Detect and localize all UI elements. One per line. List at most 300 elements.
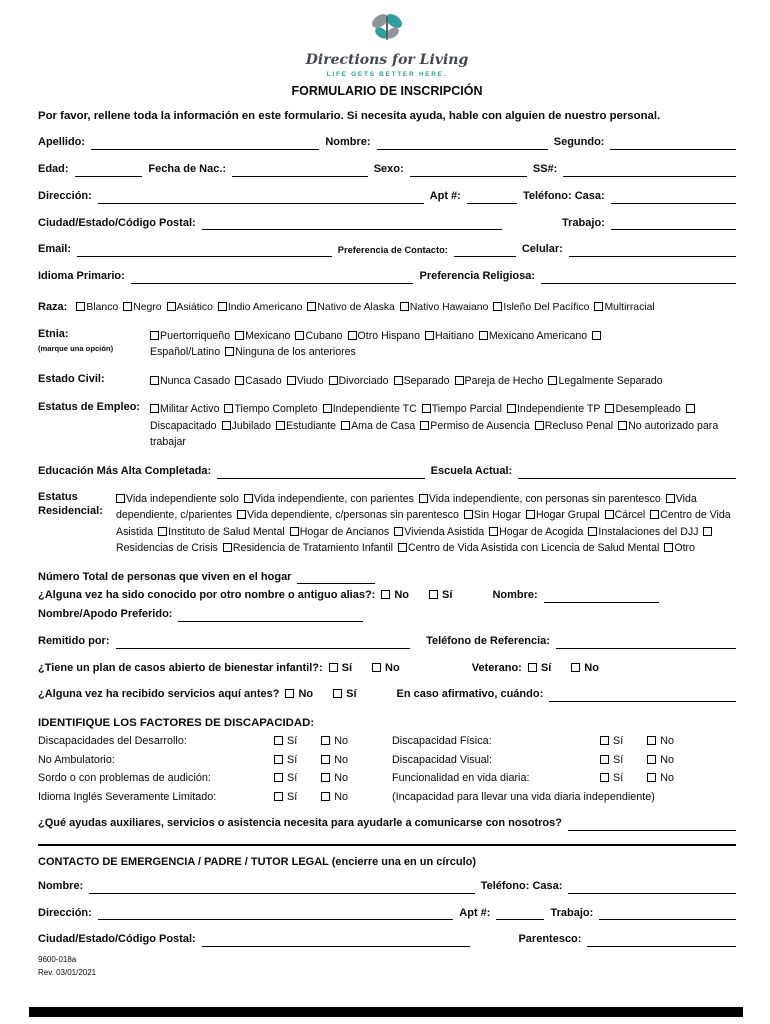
checkbox-icon[interactable]	[600, 755, 609, 764]
checkbox-icon[interactable]	[605, 404, 614, 413]
checkbox-icon[interactable]	[274, 755, 283, 764]
checkbox-option-label: Sí	[613, 772, 624, 785]
checkbox-option[interactable]	[237, 509, 459, 521]
checkbox-option-label: Asiático	[176, 301, 213, 313]
logo	[38, 10, 736, 79]
checkbox-option[interactable]	[235, 375, 282, 387]
checkbox-option-label: Centro de Vida Asistida	[116, 509, 731, 538]
row-vitals	[38, 163, 736, 177]
input-line-pref-contacto[interactable]	[454, 244, 516, 257]
checkbox-option-label: Cárcel	[614, 509, 646, 522]
input-line-emergencia-apt[interactable]	[496, 907, 544, 920]
checkbox-option[interactable]	[76, 302, 118, 313]
checkbox-icon[interactable]	[321, 755, 330, 764]
form-number: 9600-018a	[38, 955, 77, 965]
checkbox-option[interactable]	[222, 420, 271, 432]
checkbox-icon[interactable]	[321, 773, 330, 782]
label-idioma-primario: Idioma Primario:	[38, 270, 125, 282]
label-servicios-antes: ¿Alguna vez ha recibido servicios aquí antes?	[38, 688, 280, 701]
checkbox-option[interactable]	[116, 493, 239, 505]
label-etnia: Etnia:	[38, 327, 69, 340]
checkbox-option-label: No	[660, 753, 675, 766]
checkbox-icon[interactable]	[650, 510, 659, 519]
checkbox-option[interactable]	[455, 375, 544, 387]
checkbox-icon[interactable]	[287, 376, 296, 385]
checkbox-option[interactable]	[489, 526, 583, 538]
label-ss: SS#:	[532, 163, 558, 175]
checkbox-option-label: Otro	[674, 542, 695, 555]
checkbox-option[interactable]	[295, 330, 342, 342]
label-emergencia-ciudad: Ciudad/Estado/Código Postal:	[38, 933, 196, 946]
checkbox-option[interactable]	[150, 403, 219, 415]
checkbox-option[interactable]	[290, 526, 390, 538]
input-line-nombre[interactable]	[377, 137, 548, 150]
checkbox-option[interactable]	[150, 330, 230, 342]
checkbox-option[interactable]	[394, 526, 484, 538]
checkbox-option-label: Mexicano	[245, 329, 291, 342]
label-nombre: Nombre:	[325, 136, 371, 149]
label-bienestar-infantil: ¿Tiene un plan de casos abierto de bienestar infantil?:	[38, 661, 323, 674]
checkbox-option[interactable]	[329, 662, 352, 674]
checkbox-icon[interactable]	[686, 404, 695, 413]
checkbox-icon[interactable]	[123, 302, 132, 311]
checkbox-option[interactable]	[479, 330, 587, 342]
checkbox-option-label: Indio Americano	[227, 301, 303, 313]
input-line-ciudad[interactable]	[202, 217, 502, 230]
checkbox-option[interactable]	[244, 493, 414, 505]
input-line-apellido[interactable]	[91, 137, 319, 150]
checkbox-icon[interactable]	[489, 527, 498, 536]
checkbox-icon[interactable]	[507, 404, 516, 413]
checkbox-icon[interactable]	[588, 527, 597, 536]
checkbox-icon[interactable]	[600, 773, 609, 782]
checkbox-icon[interactable]	[647, 736, 656, 745]
checkbox-icon[interactable]	[594, 302, 603, 311]
checkbox-option[interactable]	[321, 772, 348, 784]
checkbox-icon[interactable]	[244, 494, 253, 503]
checkbox-icon[interactable]	[422, 404, 431, 413]
checkbox-option[interactable]	[321, 735, 348, 747]
checkbox-icon[interactable]	[333, 689, 342, 698]
checkbox-option-label: Nunca Casado	[160, 374, 231, 387]
brand-name: Directions for Living	[305, 51, 469, 68]
child-welfare-yes-no	[329, 662, 420, 676]
checkbox-icon[interactable]	[274, 736, 283, 745]
checkbox-icon[interactable]	[664, 543, 673, 552]
label-apellido: Apellido:	[38, 136, 86, 149]
checkbox-icon[interactable]	[321, 736, 330, 745]
scan-edge-bar	[29, 1007, 743, 1017]
checkbox-option[interactable]	[600, 754, 623, 766]
checkbox-option[interactable]	[507, 403, 600, 415]
residential-options	[116, 491, 736, 557]
checkbox-icon[interactable]	[222, 421, 231, 430]
disability-grid	[38, 735, 736, 804]
checkbox-option-label: Sí	[442, 589, 453, 602]
checkbox-option-label: Tiempo Completo	[234, 403, 318, 416]
checkbox-icon[interactable]	[420, 421, 429, 430]
residential-section	[38, 491, 736, 557]
label-emergencia-nombre: Nombre:	[38, 879, 84, 892]
label-pref-contacto: Preferencia de Contacto:	[337, 245, 448, 256]
checkbox-option[interactable]	[398, 542, 659, 554]
checkbox-option-label: Mexicano Americano	[488, 329, 588, 342]
checkbox-icon[interactable]	[237, 510, 246, 519]
checkbox-option-label: No	[298, 688, 314, 701]
input-line-cuando[interactable]	[549, 689, 736, 702]
checkbox-icon[interactable]	[493, 302, 502, 311]
checkbox-icon[interactable]	[381, 590, 390, 599]
checkbox-option-label: No	[584, 661, 599, 674]
disability-note: (Incapacidad para llevar una vida diaria independiente)	[392, 790, 655, 803]
input-line-edad[interactable]	[75, 164, 143, 177]
checkbox-option-label: Discapacitado	[150, 419, 217, 432]
checkbox-icon[interactable]	[224, 404, 233, 413]
checkbox-option[interactable]	[341, 420, 415, 432]
label-etnia-note: (marque una opción)	[38, 343, 114, 353]
input-line-ayudas[interactable]	[568, 818, 736, 831]
checkbox-option-label: Sí	[287, 753, 298, 766]
checkbox-option[interactable]	[647, 754, 674, 766]
checkbox-option[interactable]	[321, 754, 348, 766]
checkbox-icon[interactable]	[647, 773, 656, 782]
checkbox-icon[interactable]	[592, 331, 601, 340]
checkbox-option-label: Sí	[287, 772, 298, 785]
checkbox-option-label: Instalaciones del DJJ	[598, 525, 699, 538]
checkbox-icon[interactable]	[158, 527, 167, 536]
checkbox-option[interactable]	[158, 526, 285, 538]
input-line-telefono-casa[interactable]	[611, 191, 736, 204]
disability-funcionalidad-yes-no	[600, 772, 736, 785]
checkbox-option[interactable]	[400, 302, 489, 313]
label-pref-religiosa: Preferencia Religiosa:	[419, 270, 536, 282]
checkbox-icon[interactable]	[295, 331, 304, 340]
checkbox-option-label: Multirracial	[604, 301, 655, 313]
checkbox-option[interactable]	[123, 302, 161, 313]
checkbox-option-label: Vida independiente, con personas sin parentesco	[428, 493, 661, 506]
disability-label-funcionalidad: Funcionalidad en vida diaria:	[392, 772, 530, 785]
label-trabajo: Trabajo:	[562, 216, 605, 229]
checkbox-icon[interactable]	[329, 663, 338, 672]
disability-label-visual: Discapacidad Visual:	[392, 753, 493, 766]
checkbox-icon[interactable]	[618, 421, 627, 430]
checkbox-icon[interactable]	[321, 792, 330, 801]
checkbox-icon[interactable]	[571, 663, 580, 672]
checkbox-option[interactable]	[464, 509, 521, 521]
checkbox-option-label: Isleño Del Pacífico	[503, 301, 590, 313]
input-line-segundo[interactable]	[610, 137, 736, 150]
checkbox-option[interactable]	[333, 688, 356, 700]
checkbox-option[interactable]	[167, 302, 213, 313]
checkbox-icon[interactable]	[535, 421, 544, 430]
checkbox-option-label: Centro de Vida Asistida con Licencia de Salud Mental	[408, 542, 660, 555]
checkbox-option-label: Sí	[540, 661, 552, 674]
checkbox-icon[interactable]	[167, 302, 176, 311]
label-remitido-por: Remitido por:	[38, 634, 110, 647]
marital-options	[150, 373, 736, 389]
input-line-ss[interactable]	[563, 164, 736, 177]
checkbox-icon[interactable]	[274, 792, 283, 801]
employment-options	[150, 401, 736, 450]
label-ciudad: Ciudad/Estado/Código Postal:	[38, 216, 196, 229]
disability-desarrollo-yes-no	[274, 735, 392, 748]
checkbox-option-label: Vida dependiente, c/parientes	[116, 493, 697, 522]
checkbox-option[interactable]	[588, 526, 698, 538]
label-alias-question: ¿Alguna vez ha sido conocido por otro nombre o antiguo alias?:	[38, 589, 376, 602]
checkbox-option[interactable]	[274, 791, 297, 803]
ethnicity-section	[38, 328, 736, 361]
checkbox-option-label: No	[660, 772, 675, 785]
checkbox-icon[interactable]	[548, 376, 557, 385]
form-instruction: Por favor, rellene toda la información en este formulario. Si necesita ayuda, hable con alguien de nuestro personal.	[38, 110, 661, 122]
checkbox-icon[interactable]	[285, 689, 294, 698]
checkbox-option[interactable]	[274, 754, 297, 766]
race-options	[76, 302, 659, 313]
label-telefono-casa: Teléfono: Casa:	[522, 189, 605, 202]
checkbox-icon[interactable]	[290, 527, 299, 536]
checkbox-option-label: Ama de Casa	[351, 419, 416, 432]
checkbox-option[interactable]	[218, 302, 303, 313]
input-line-emergencia-nombre[interactable]	[89, 881, 474, 894]
checkbox-option[interactable]	[605, 403, 680, 415]
row-aids	[38, 817, 736, 831]
checkbox-option[interactable]	[419, 493, 661, 505]
checkbox-icon[interactable]	[526, 510, 535, 519]
checkbox-option-label: Vida independiente solo	[126, 493, 239, 506]
input-line-alias-nombre[interactable]	[544, 590, 659, 603]
checkbox-option-label: No	[660, 735, 675, 748]
input-line-idioma-primario[interactable]	[131, 271, 414, 284]
row-city	[38, 217, 736, 231]
checkbox-icon[interactable]	[323, 404, 332, 413]
checkbox-icon[interactable]	[150, 404, 159, 413]
checkbox-option-label: No	[334, 753, 349, 766]
checkbox-icon[interactable]	[400, 302, 409, 311]
label-educacion: Educación Más Alta Completada:	[38, 465, 212, 478]
checkbox-icon[interactable]	[429, 590, 438, 599]
input-line-remitido-por[interactable]	[116, 636, 411, 649]
checkbox-icon[interactable]	[150, 331, 159, 340]
alias-yes-no	[381, 589, 472, 603]
row-address	[38, 190, 736, 204]
label-email: Email:	[38, 243, 72, 256]
input-line-trabajo[interactable]	[611, 217, 736, 230]
checkbox-icon[interactable]	[425, 331, 434, 340]
checkbox-option[interactable]	[493, 302, 589, 313]
checkbox-option[interactable]	[348, 330, 420, 342]
checkbox-option[interactable]	[600, 735, 623, 747]
emergency-heading: CONTACTO DE EMERGENCIA / PADRE / TUTOR LEGAL (encierre una en un círculo)	[38, 856, 477, 869]
checkbox-option-label: Separado	[403, 374, 450, 387]
input-line-apodo-preferido[interactable]	[178, 609, 363, 622]
label-estado-civil: Estado Civil:	[38, 372, 105, 385]
checkbox-option[interactable]	[150, 375, 230, 387]
disability-heading: IDENTIFIQUE LOS FACTORES DE DISCAPACIDAD:	[38, 717, 315, 730]
input-line-emergencia-trabajo[interactable]	[599, 907, 736, 920]
checkbox-option[interactable]	[224, 403, 317, 415]
checkbox-icon[interactable]	[372, 663, 381, 672]
checkbox-option[interactable]	[526, 509, 600, 521]
input-line-email[interactable]	[77, 244, 332, 257]
input-line-sexo[interactable]	[410, 164, 527, 177]
row-household	[38, 571, 736, 585]
disability-label-ambulatorio: No Ambulatorio:	[38, 753, 115, 766]
checkbox-option[interactable]	[285, 688, 313, 700]
row-preferred-name	[38, 608, 736, 622]
checkbox-option[interactable]	[323, 403, 417, 415]
checkbox-option[interactable]	[594, 302, 654, 313]
checkbox-option[interactable]	[528, 662, 551, 674]
checkbox-option[interactable]	[571, 662, 599, 674]
checkbox-icon[interactable]	[235, 331, 244, 340]
input-line-fecha-nac[interactable]	[232, 164, 368, 177]
input-line-pref-religiosa[interactable]	[541, 271, 736, 284]
row-education	[38, 465, 736, 479]
label-raza: Raza:	[38, 300, 68, 313]
checkbox-option[interactable]	[225, 346, 356, 358]
label-veterano: Veterano:	[471, 661, 522, 674]
prior-services-yes-no	[285, 688, 376, 702]
checkbox-option[interactable]	[664, 542, 695, 554]
checkbox-option[interactable]	[381, 589, 409, 601]
input-line-telefono-referencia[interactable]	[556, 636, 736, 649]
checkbox-option-label: Vida independiente, con parientes	[253, 493, 414, 506]
form-title: FORMULARIO DE INSCRIPCIÓN	[291, 84, 483, 99]
checkbox-option[interactable]	[372, 662, 400, 674]
checkbox-icon[interactable]	[223, 543, 232, 552]
row-emergency-city	[38, 933, 736, 947]
row-child-welfare	[38, 662, 736, 676]
checkbox-option-label: Hogar Grupal	[535, 509, 600, 522]
checkbox-icon[interactable]	[329, 376, 338, 385]
checkbox-icon[interactable]	[464, 510, 473, 519]
checkbox-option[interactable]	[605, 509, 646, 521]
disability-ambulatorio-yes-no	[274, 754, 392, 767]
checkbox-icon[interactable]	[225, 347, 234, 356]
checkbox-icon[interactable]	[341, 421, 350, 430]
checkbox-icon[interactable]	[455, 376, 464, 385]
checkbox-option[interactable]	[425, 330, 474, 342]
checkbox-option[interactable]	[321, 791, 348, 803]
veteran-yes-no	[528, 662, 619, 676]
checkbox-option-label: No	[334, 735, 349, 748]
checkbox-icon[interactable]	[479, 331, 488, 340]
checkbox-icon[interactable]	[276, 421, 285, 430]
checkbox-option[interactable]	[548, 375, 662, 387]
label-estatus-empleo: Estatus de Empleo:	[38, 401, 141, 414]
checkbox-option-label: Tiempo Parcial	[431, 403, 502, 416]
ethnicity-options	[150, 328, 622, 361]
checkbox-icon[interactable]	[348, 331, 357, 340]
label-estatus-residencial: Estatus Residencial:	[38, 491, 103, 517]
checkbox-option[interactable]	[274, 735, 297, 747]
checkbox-icon[interactable]	[600, 736, 609, 745]
checkbox-icon[interactable]	[528, 663, 537, 672]
input-line-emergencia-direccion[interactable]	[98, 907, 454, 920]
input-line-emergencia-telefono-casa[interactable]	[568, 881, 736, 894]
checkbox-option[interactable]	[235, 330, 290, 342]
label-emergencia-direccion: Dirección:	[38, 906, 92, 919]
row-alias	[38, 589, 736, 603]
checkbox-option[interactable]	[394, 375, 450, 387]
checkbox-option-label: Cubano	[305, 329, 343, 342]
checkbox-icon[interactable]	[666, 494, 675, 503]
checkbox-option[interactable]	[420, 420, 530, 432]
checkbox-option[interactable]	[287, 375, 324, 387]
input-line-escuela-actual[interactable]	[518, 466, 736, 479]
row-prior-services	[38, 688, 736, 702]
row-names	[38, 136, 736, 150]
checkbox-option[interactable]	[329, 375, 389, 387]
input-line-direccion[interactable]	[98, 191, 424, 204]
input-line-educacion[interactable]	[217, 466, 424, 479]
checkbox-icon[interactable]	[235, 376, 244, 385]
checkbox-icon[interactable]	[76, 302, 85, 311]
checkbox-option-label: Negro	[133, 301, 162, 313]
checkbox-option-label: Viudo	[296, 374, 324, 387]
input-line-apt[interactable]	[467, 191, 517, 204]
checkbox-icon[interactable]	[703, 527, 712, 536]
checkbox-icon[interactable]	[398, 543, 407, 552]
checkbox-option-label: Legalmente Separado	[558, 374, 663, 387]
checkbox-icon[interactable]	[307, 302, 316, 311]
form-revision: Rev. 03/01/2021	[38, 968, 97, 978]
checkbox-option-label: Ninguna de los anteriores	[235, 346, 356, 359]
checkbox-option[interactable]	[274, 772, 297, 784]
checkbox-option-label: Vida dependiente, c/personas sin parentesco	[247, 509, 459, 522]
checkbox-option[interactable]	[422, 403, 502, 415]
checkbox-option-label: Residencias de Crisis	[116, 542, 218, 555]
checkbox-icon[interactable]	[647, 755, 656, 764]
row-emergency-name	[38, 880, 736, 894]
input-line-celular[interactable]	[569, 244, 736, 257]
checkbox-option-label: Español/Latino	[150, 346, 221, 359]
label-emergencia-parentesco: Parentesco:	[518, 933, 582, 946]
input-line-numero-hogar[interactable]	[297, 571, 375, 584]
checkbox-icon[interactable]	[218, 302, 227, 311]
checkbox-option[interactable]	[647, 772, 674, 784]
checkbox-option[interactable]	[647, 735, 674, 747]
checkbox-icon[interactable]	[394, 376, 403, 385]
checkbox-option[interactable]	[307, 302, 394, 313]
checkbox-icon[interactable]	[419, 494, 428, 503]
checkbox-option[interactable]	[276, 420, 336, 432]
checkbox-option-label: Sí	[341, 661, 353, 674]
input-line-emergencia-parentesco[interactable]	[587, 934, 736, 947]
checkbox-icon[interactable]	[605, 510, 614, 519]
checkbox-icon[interactable]	[274, 773, 283, 782]
marital-section	[38, 373, 736, 389]
checkbox-option-label: Haitiano	[434, 329, 474, 342]
label-sexo: Sexo:	[373, 163, 404, 175]
checkbox-icon[interactable]	[150, 376, 159, 385]
checkbox-icon[interactable]	[116, 494, 125, 503]
checkbox-option[interactable]	[600, 772, 623, 784]
disability-label-fisica: Discapacidad Física:	[392, 735, 492, 748]
checkbox-option-label: No autorizado para trabajar	[150, 419, 719, 448]
brand-tagline: LIFE GETS BETTER HERE.	[326, 71, 448, 79]
checkbox-option[interactable]	[535, 420, 613, 432]
disability-fisica-yes-no	[600, 735, 736, 748]
disability-label-audicion: Sordo o con problemas de audición:	[38, 772, 211, 785]
checkbox-icon[interactable]	[394, 527, 403, 536]
checkbox-option[interactable]	[223, 542, 393, 554]
input-line-emergencia-ciudad[interactable]	[202, 934, 471, 947]
checkbox-option[interactable]	[429, 589, 452, 601]
checkbox-option-label: Divorciado	[338, 374, 389, 387]
checkbox-option-label: No	[334, 772, 349, 785]
disability-visual-yes-no	[600, 754, 736, 767]
